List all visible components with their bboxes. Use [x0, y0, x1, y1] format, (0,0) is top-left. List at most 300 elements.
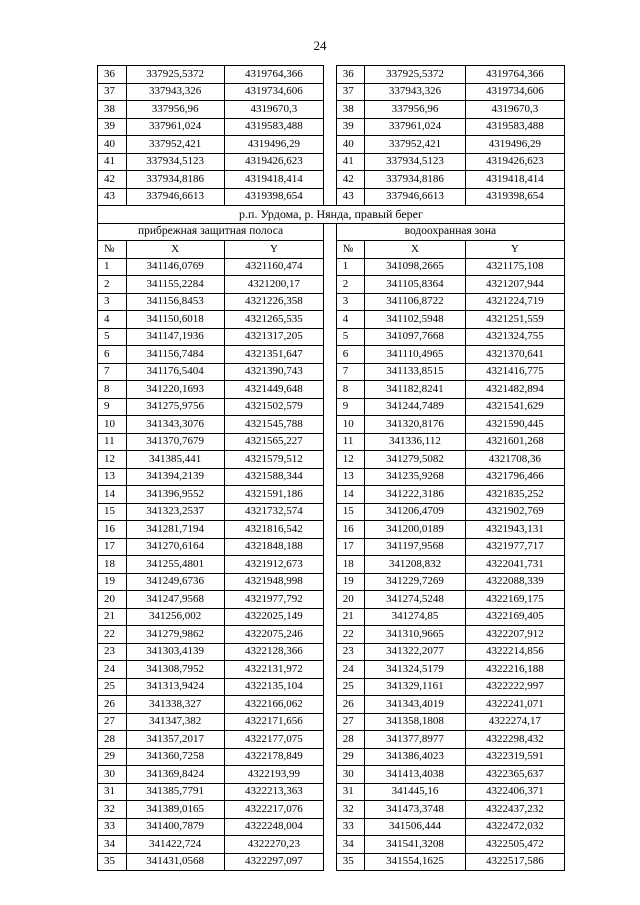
- y-coordinate: 4322178,849: [224, 748, 323, 766]
- y-coordinate: 4322214,856: [465, 643, 564, 661]
- y-coordinate: 4321588,344: [224, 468, 323, 486]
- y-coordinate: 4322169,175: [465, 591, 564, 609]
- y-coordinate: 4322041,731: [465, 556, 564, 574]
- x-coordinate: 337943,326: [365, 83, 465, 101]
- y-coordinate: 4321796,466: [465, 468, 564, 486]
- table-row: [98, 853, 565, 871]
- point-number: 35: [98, 853, 127, 871]
- x-coordinate: 341396,9552: [126, 486, 224, 504]
- y-coordinate: 4321601,268: [465, 433, 564, 451]
- x-coordinate: 341229,7269: [365, 573, 465, 591]
- point-number: 15: [98, 503, 127, 521]
- y-coordinate: 4322298,432: [465, 731, 564, 749]
- point-number: 22: [98, 626, 127, 644]
- point-number: 32: [336, 801, 365, 819]
- y-coordinate: 4321977,717: [465, 538, 564, 556]
- x-coordinate: 341244,7489: [365, 398, 465, 416]
- y-coordinate: 4321545,788: [224, 416, 323, 434]
- table-row: [98, 766, 565, 784]
- x-coordinate: 341098,2665: [365, 258, 465, 276]
- x-coordinate: 341303,4139: [126, 643, 224, 661]
- y-coordinate: 4321482,894: [465, 381, 564, 399]
- x-coordinate: 341389,0165: [126, 801, 224, 819]
- table-row: [98, 608, 565, 626]
- x-coordinate: 341156,8453: [126, 293, 224, 311]
- table-row: [98, 276, 565, 294]
- point-number: 6: [336, 346, 365, 364]
- point-number: 12: [336, 451, 365, 469]
- point-number: 38: [98, 101, 127, 119]
- y-coordinate: 4321160,474: [224, 258, 323, 276]
- table-row: [98, 643, 565, 661]
- point-number: 21: [336, 608, 365, 626]
- x-coordinate: 337925,5372: [126, 66, 224, 84]
- y-coordinate: 4321541,629: [465, 398, 564, 416]
- table-row: [98, 258, 565, 276]
- x-coordinate: 341347,382: [126, 713, 224, 731]
- x-coordinate: 337934,8186: [126, 171, 224, 189]
- y-coordinate: 4321948,998: [224, 573, 323, 591]
- point-number: 28: [336, 731, 365, 749]
- y-coordinate: 4322517,586: [465, 853, 564, 871]
- point-number: 28: [98, 731, 127, 749]
- y-coordinate: 4322406,371: [465, 783, 564, 801]
- x-coordinate: 341097,7668: [365, 328, 465, 346]
- y-coordinate: 4319734,606: [465, 83, 564, 101]
- bottom-rows: [98, 258, 565, 871]
- x-coordinate: 341357,2017: [126, 731, 224, 749]
- table-row: [98, 433, 565, 451]
- y-coordinate: 4322216,188: [465, 661, 564, 679]
- x-coordinate: 341343,4019: [365, 696, 465, 714]
- table-row: [98, 363, 565, 381]
- table-row: [98, 136, 565, 154]
- x-coordinate: 337934,8186: [365, 171, 465, 189]
- y-coordinate: 4321226,358: [224, 293, 323, 311]
- point-number: 30: [336, 766, 365, 784]
- y-coordinate: 4322213,363: [224, 783, 323, 801]
- y-coordinate: 4322193,99: [224, 766, 323, 784]
- table-row: [98, 311, 565, 329]
- table-row: [98, 118, 565, 136]
- x-coordinate: 341105,8364: [365, 276, 465, 294]
- x-coordinate: 341270,6164: [126, 538, 224, 556]
- point-number: 9: [336, 398, 365, 416]
- point-number: 10: [336, 416, 365, 434]
- point-number: 2: [336, 276, 365, 294]
- point-number: 9: [98, 398, 127, 416]
- left-subtitle: прибрежная защитная полоса: [98, 223, 324, 241]
- y-coordinate: 4319734,606: [224, 83, 323, 101]
- x-coordinate: 341274,85: [365, 608, 465, 626]
- x-coordinate: 341106,8722: [365, 293, 465, 311]
- point-number: 19: [336, 573, 365, 591]
- x-coordinate: 341336,112: [365, 433, 465, 451]
- point-number: 31: [98, 783, 127, 801]
- y-coordinate: 4319670,3: [465, 101, 564, 119]
- y-coordinate: 4321416,775: [465, 363, 564, 381]
- point-number: 12: [98, 451, 127, 469]
- x-coordinate: 341358,1808: [365, 713, 465, 731]
- x-coordinate: 337934,5123: [126, 153, 224, 171]
- point-number: 1: [98, 258, 127, 276]
- x-coordinate: 341329,1161: [365, 678, 465, 696]
- point-number: 10: [98, 416, 127, 434]
- table-row: [98, 556, 565, 574]
- y-coordinate: 4322166,062: [224, 696, 323, 714]
- y-coordinate: 4322217,076: [224, 801, 323, 819]
- x-coordinate: 341413,4038: [365, 766, 465, 784]
- x-coordinate: 337925,5372: [365, 66, 465, 84]
- table-row: [98, 328, 565, 346]
- point-number: 37: [336, 83, 365, 101]
- point-number: 25: [336, 678, 365, 696]
- y-coordinate: 4319426,623: [224, 153, 323, 171]
- x-coordinate: 341320,8176: [365, 416, 465, 434]
- header-x: X: [365, 241, 465, 259]
- point-number: 16: [98, 521, 127, 539]
- point-number: 36: [336, 66, 365, 84]
- x-coordinate: 341147,1936: [126, 328, 224, 346]
- point-number: 35: [336, 853, 365, 871]
- point-number: 23: [336, 643, 365, 661]
- point-number: 34: [98, 836, 127, 854]
- point-number: 2: [98, 276, 127, 294]
- point-number: 43: [336, 188, 365, 206]
- x-coordinate: 341197,9568: [365, 538, 465, 556]
- point-number: 40: [98, 136, 127, 154]
- y-coordinate: 4322135,104: [224, 678, 323, 696]
- x-coordinate: 337961,024: [365, 118, 465, 136]
- y-coordinate: 4322365,637: [465, 766, 564, 784]
- point-number: 42: [336, 171, 365, 189]
- y-coordinate: 4321816,542: [224, 521, 323, 539]
- x-coordinate: 341182,8241: [365, 381, 465, 399]
- x-coordinate: 341156,7484: [126, 346, 224, 364]
- x-coordinate: 337956,96: [126, 101, 224, 119]
- y-coordinate: 4319764,366: [224, 66, 323, 84]
- x-coordinate: 341310,9665: [365, 626, 465, 644]
- x-coordinate: 341323,2537: [126, 503, 224, 521]
- table-row: [98, 836, 565, 854]
- point-number: 24: [336, 661, 365, 679]
- x-coordinate: 341338,327: [126, 696, 224, 714]
- x-coordinate: 341102,5948: [365, 311, 465, 329]
- y-coordinate: 4321175,108: [465, 258, 564, 276]
- point-number: 37: [98, 83, 127, 101]
- y-coordinate: 4319670,3: [224, 101, 323, 119]
- y-coordinate: 4321579,512: [224, 451, 323, 469]
- point-number: 39: [336, 118, 365, 136]
- y-coordinate: 4319583,488: [465, 118, 564, 136]
- y-coordinate: 4322088,339: [465, 573, 564, 591]
- y-coordinate: 4319764,366: [465, 66, 564, 84]
- y-coordinate: 4319583,488: [224, 118, 323, 136]
- y-coordinate: 4322319,591: [465, 748, 564, 766]
- x-coordinate: 337934,5123: [365, 153, 465, 171]
- point-number: 25: [98, 678, 127, 696]
- x-coordinate: 341255,4801: [126, 556, 224, 574]
- x-coordinate: 337952,421: [365, 136, 465, 154]
- y-coordinate: 4319496,29: [465, 136, 564, 154]
- table-row: [98, 713, 565, 731]
- y-coordinate: 4319418,414: [465, 171, 564, 189]
- x-coordinate: 341279,9862: [126, 626, 224, 644]
- point-number: 13: [98, 468, 127, 486]
- point-number: 33: [98, 818, 127, 836]
- y-coordinate: 4321265,535: [224, 311, 323, 329]
- x-coordinate: 337943,326: [126, 83, 224, 101]
- x-coordinate: 341256,002: [126, 608, 224, 626]
- y-coordinate: 4322270,23: [224, 836, 323, 854]
- x-coordinate: 341281,7194: [126, 521, 224, 539]
- table-row: [98, 398, 565, 416]
- table-row: [98, 801, 565, 819]
- y-coordinate: 4322472,032: [465, 818, 564, 836]
- point-number: 19: [98, 573, 127, 591]
- x-coordinate: 341554,1625: [365, 853, 465, 871]
- y-coordinate: 4321324,755: [465, 328, 564, 346]
- x-coordinate: 341377,8977: [365, 731, 465, 749]
- point-number: 7: [336, 363, 365, 381]
- y-coordinate: 4321224,719: [465, 293, 564, 311]
- point-number: 23: [98, 643, 127, 661]
- x-coordinate: 337956,96: [365, 101, 465, 119]
- x-coordinate: 341473,3748: [365, 801, 465, 819]
- point-number: 36: [98, 66, 127, 84]
- point-number: 17: [336, 538, 365, 556]
- table-row: [98, 101, 565, 119]
- point-number: 39: [98, 118, 127, 136]
- y-coordinate: 4321977,792: [224, 591, 323, 609]
- point-number: 43: [98, 188, 127, 206]
- point-number: 26: [98, 696, 127, 714]
- table-row: [98, 83, 565, 101]
- x-coordinate: 341445,16: [365, 783, 465, 801]
- y-coordinate: 4321390,743: [224, 363, 323, 381]
- x-coordinate: 341247,9568: [126, 591, 224, 609]
- table-row: [98, 503, 565, 521]
- table-row: [98, 381, 565, 399]
- y-coordinate: 4322025,149: [224, 608, 323, 626]
- y-coordinate: 4322248,004: [224, 818, 323, 836]
- y-coordinate: 4321848,188: [224, 538, 323, 556]
- table-row: [98, 591, 565, 609]
- y-coordinate: 4321200,17: [224, 276, 323, 294]
- x-coordinate: 341274,5248: [365, 591, 465, 609]
- point-number: 1: [336, 258, 365, 276]
- x-coordinate: 337946,6613: [365, 188, 465, 206]
- x-coordinate: 341343,3076: [126, 416, 224, 434]
- right-subtitle: водоохранная зона: [336, 223, 564, 241]
- table-row: [98, 153, 565, 171]
- x-coordinate: 341370,7679: [126, 433, 224, 451]
- x-coordinate: 341431,0568: [126, 853, 224, 871]
- y-coordinate: 4322222,997: [465, 678, 564, 696]
- y-coordinate: 4319398,654: [465, 188, 564, 206]
- table-row: [98, 486, 565, 504]
- y-coordinate: 4319398,654: [224, 188, 323, 206]
- x-coordinate: 341235,9268: [365, 468, 465, 486]
- y-coordinate: 4321912,673: [224, 556, 323, 574]
- y-coordinate: 4321943,131: [465, 521, 564, 539]
- y-coordinate: 4321351,647: [224, 346, 323, 364]
- point-number: 30: [98, 766, 127, 784]
- point-number: 14: [98, 486, 127, 504]
- table-row: [98, 573, 565, 591]
- y-coordinate: 4321732,574: [224, 503, 323, 521]
- x-coordinate: 341206,4709: [365, 503, 465, 521]
- point-number: 41: [336, 153, 365, 171]
- table-row: [98, 696, 565, 714]
- y-coordinate: 4322131,972: [224, 661, 323, 679]
- table-row: [98, 678, 565, 696]
- point-number: 8: [98, 381, 127, 399]
- header-x: X: [126, 241, 224, 259]
- point-number: 20: [98, 591, 127, 609]
- point-number: 40: [336, 136, 365, 154]
- table-row: [98, 818, 565, 836]
- x-coordinate: 341222,3186: [365, 486, 465, 504]
- point-number: 5: [336, 328, 365, 346]
- y-coordinate: 4319496,29: [224, 136, 323, 154]
- y-coordinate: 4321835,252: [465, 486, 564, 504]
- point-number: 3: [336, 293, 365, 311]
- x-coordinate: 341308,7952: [126, 661, 224, 679]
- page-number: 24: [313, 38, 327, 53]
- header-no: №: [336, 241, 365, 259]
- y-coordinate: 4321317,205: [224, 328, 323, 346]
- y-coordinate: 4321708,36: [465, 451, 564, 469]
- point-number: 31: [336, 783, 365, 801]
- x-coordinate: 341249,6736: [126, 573, 224, 591]
- table-row: [98, 538, 565, 556]
- x-coordinate: 341220,1693: [126, 381, 224, 399]
- point-number: 8: [336, 381, 365, 399]
- y-coordinate: 4321449,648: [224, 381, 323, 399]
- y-coordinate: 4319418,414: [224, 171, 323, 189]
- point-number: 7: [98, 363, 127, 381]
- x-coordinate: 341394,2139: [126, 468, 224, 486]
- y-coordinate: 4321370,641: [465, 346, 564, 364]
- y-coordinate: 4322274,17: [465, 713, 564, 731]
- y-coordinate: 4322171,656: [224, 713, 323, 731]
- point-number: 17: [98, 538, 127, 556]
- y-coordinate: 4322437,232: [465, 801, 564, 819]
- x-coordinate: 341133,8515: [365, 363, 465, 381]
- point-number: 41: [98, 153, 127, 171]
- x-coordinate: 341400,7879: [126, 818, 224, 836]
- x-coordinate: 341155,2284: [126, 276, 224, 294]
- point-number: 16: [336, 521, 365, 539]
- point-number: 18: [98, 556, 127, 574]
- point-number: 21: [98, 608, 127, 626]
- top-rows: [98, 66, 565, 206]
- x-coordinate: 341506,444: [365, 818, 465, 836]
- x-coordinate: 341110,4965: [365, 346, 465, 364]
- x-coordinate: 341150,6018: [126, 311, 224, 329]
- x-coordinate: 341369,8424: [126, 766, 224, 784]
- x-coordinate: 341385,441: [126, 451, 224, 469]
- y-coordinate: 4322297,097: [224, 853, 323, 871]
- point-number: 18: [336, 556, 365, 574]
- x-coordinate: 337952,421: [126, 136, 224, 154]
- y-coordinate: 4321590,445: [465, 416, 564, 434]
- y-coordinate: 4319426,623: [465, 153, 564, 171]
- point-number: 29: [98, 748, 127, 766]
- x-coordinate: 341324,5179: [365, 661, 465, 679]
- x-coordinate: 337946,6613: [126, 188, 224, 206]
- table-row: [98, 188, 565, 206]
- point-number: 42: [98, 171, 127, 189]
- table-row: [98, 451, 565, 469]
- coordinates-table: [97, 65, 565, 871]
- point-number: 32: [98, 801, 127, 819]
- table-row: [98, 783, 565, 801]
- point-number: 34: [336, 836, 365, 854]
- x-coordinate: 341385,7791: [126, 783, 224, 801]
- table-row: [98, 661, 565, 679]
- table-row: [98, 346, 565, 364]
- y-coordinate: 4321591,186: [224, 486, 323, 504]
- point-number: 27: [336, 713, 365, 731]
- x-coordinate: 337961,024: [126, 118, 224, 136]
- y-coordinate: 4322177,075: [224, 731, 323, 749]
- point-number: 20: [336, 591, 365, 609]
- y-coordinate: 4321251,559: [465, 311, 564, 329]
- y-coordinate: 4322169,405: [465, 608, 564, 626]
- point-number: 22: [336, 626, 365, 644]
- x-coordinate: 341275,9756: [126, 398, 224, 416]
- table-row: [98, 468, 565, 486]
- header-no: №: [98, 241, 127, 259]
- point-number: 4: [336, 311, 365, 329]
- point-number: 4: [98, 311, 127, 329]
- y-coordinate: 4321902,769: [465, 503, 564, 521]
- x-coordinate: 341208,832: [365, 556, 465, 574]
- table-row: [98, 416, 565, 434]
- y-coordinate: 4321207,944: [465, 276, 564, 294]
- table-row: [98, 171, 565, 189]
- y-coordinate: 4322207,912: [465, 626, 564, 644]
- point-number: 5: [98, 328, 127, 346]
- header-y: Y: [465, 241, 564, 259]
- x-coordinate: 341146,0769: [126, 258, 224, 276]
- x-coordinate: 341360,7258: [126, 748, 224, 766]
- table-header: [98, 206, 565, 259]
- y-coordinate: 4322128,366: [224, 643, 323, 661]
- section-title: р.п. Урдома, р. Нянда, правый берег: [98, 206, 565, 224]
- x-coordinate: 341386,4023: [365, 748, 465, 766]
- x-coordinate: 341200,0189: [365, 521, 465, 539]
- x-coordinate: 341279,5082: [365, 451, 465, 469]
- point-number: 15: [336, 503, 365, 521]
- y-coordinate: 4322505,472: [465, 836, 564, 854]
- table-row: [98, 731, 565, 749]
- point-number: 29: [336, 748, 365, 766]
- table-row: [98, 66, 565, 84]
- y-coordinate: 4322075,246: [224, 626, 323, 644]
- point-number: 6: [98, 346, 127, 364]
- y-coordinate: 4321502,579: [224, 398, 323, 416]
- x-coordinate: 341422,724: [126, 836, 224, 854]
- point-number: 38: [336, 101, 365, 119]
- point-number: 27: [98, 713, 127, 731]
- header-y: Y: [224, 241, 323, 259]
- point-number: 33: [336, 818, 365, 836]
- point-number: 3: [98, 293, 127, 311]
- y-coordinate: 4322241,071: [465, 696, 564, 714]
